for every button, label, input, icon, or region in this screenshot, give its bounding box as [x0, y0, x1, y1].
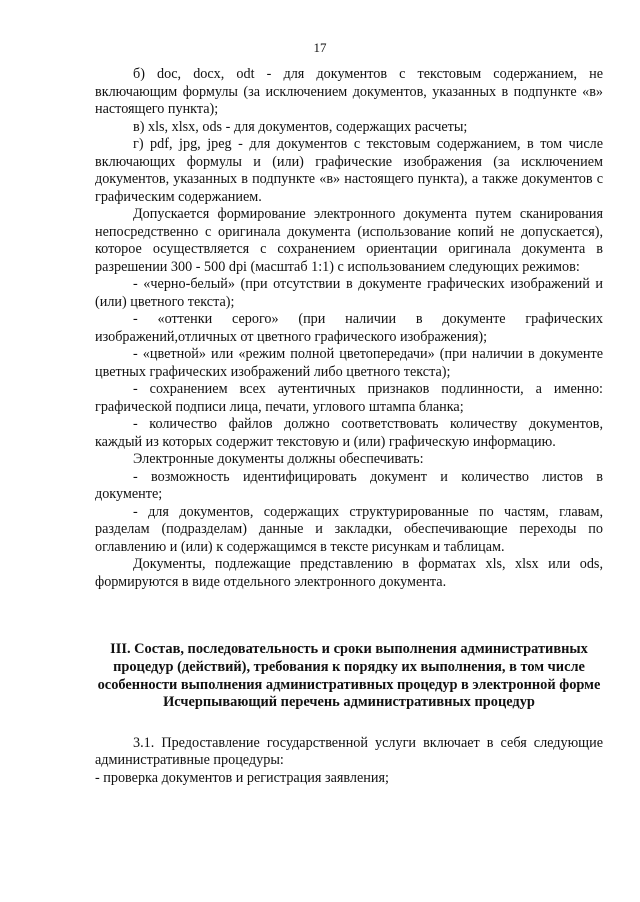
requirements-intro: Электронные документы должны обеспечивать:	[133, 451, 424, 467]
mode-item: - количество файлов должно соответствовать количеству документов, каждый из которых содержит текстовую и (или) графическую информацию.	[95, 416, 603, 450]
closing-paragraph: Документы, подлежащие представлению в форматах xls, xlsx или ods, формируются в виде отдельного электронного документа.	[95, 556, 603, 590]
procedure-item: - проверка документов и регистрация заявления;	[95, 769, 389, 786]
clause-3-1: 3.1. Предоставление государственной услуги включает в себя следующие административные процедуры:	[95, 734, 603, 769]
paragraph-doc-formats: б) doc, docx, odt - для документов с текстовым содержанием, не включающим формулы (за исключением документов, указанных в подпункте «в» настоящего пункта);	[95, 66, 603, 117]
section-heading: III. Состав, последовательность и сроки выполнения административных процедур (действий), требования к порядку их выполнения, в том числе особенности выполнения административных процедур в электронной форме	[97, 641, 601, 693]
requirement-item: - для документов, содержащих структурированные по частям, главам, разделам (подразделам) данные и закладки, обеспечивающие переходы по оглавлению и (или) к содержащимся в тексте рисункам и таблицам.	[95, 503, 603, 555]
document-body	[95, 66, 603, 787]
paragraph-scanning: Допускается формирование электронного документа путем сканирования непосредственно с оригинала документа (использование копий не допускается), которое осуществляется с сохранением ориентации оригинала документа в разрешении 300 - 500 dpi (масштаб 1:1) с использованием следующих режимов:	[95, 206, 603, 275]
page-number: 17	[313, 40, 327, 55]
mode-item: - «оттенки серого» (при наличии в документе графических изображений,отличных от цветного графического изображения);	[95, 311, 603, 345]
spacer	[95, 712, 603, 735]
mode-item: - «цветной» или «режим полной цветопередачи» (при наличии в документе цветных графических изображений либо цветного текста);	[95, 346, 603, 380]
paragraph-xls-formats: в) xls, xlsx, ods - для документов, содержащих расчеты;	[133, 118, 468, 135]
paragraph-pdf-formats: г) pdf, jpg, jpeg - для документов с текстовым содержанием, в том числе включающих формулы и (или) графические изображения (за исключением документов, указанных в подпункте «в» настоящего пункта), а также документов с графическим содержанием.	[95, 136, 603, 205]
section-subheading: Исчерпывающий перечень административных процедур	[163, 694, 535, 711]
mode-item: - сохранением всех аутентичных признаков подлинности, а именно: графической подписи лица, печати, углового штампа бланка;	[95, 381, 603, 415]
requirement-item: - возможность идентифицировать документ и количество листов в документе;	[95, 468, 603, 502]
mode-item: - «черно-белый» (при отсутствии в документе графических изображений и (или) цветного текста);	[95, 276, 603, 310]
